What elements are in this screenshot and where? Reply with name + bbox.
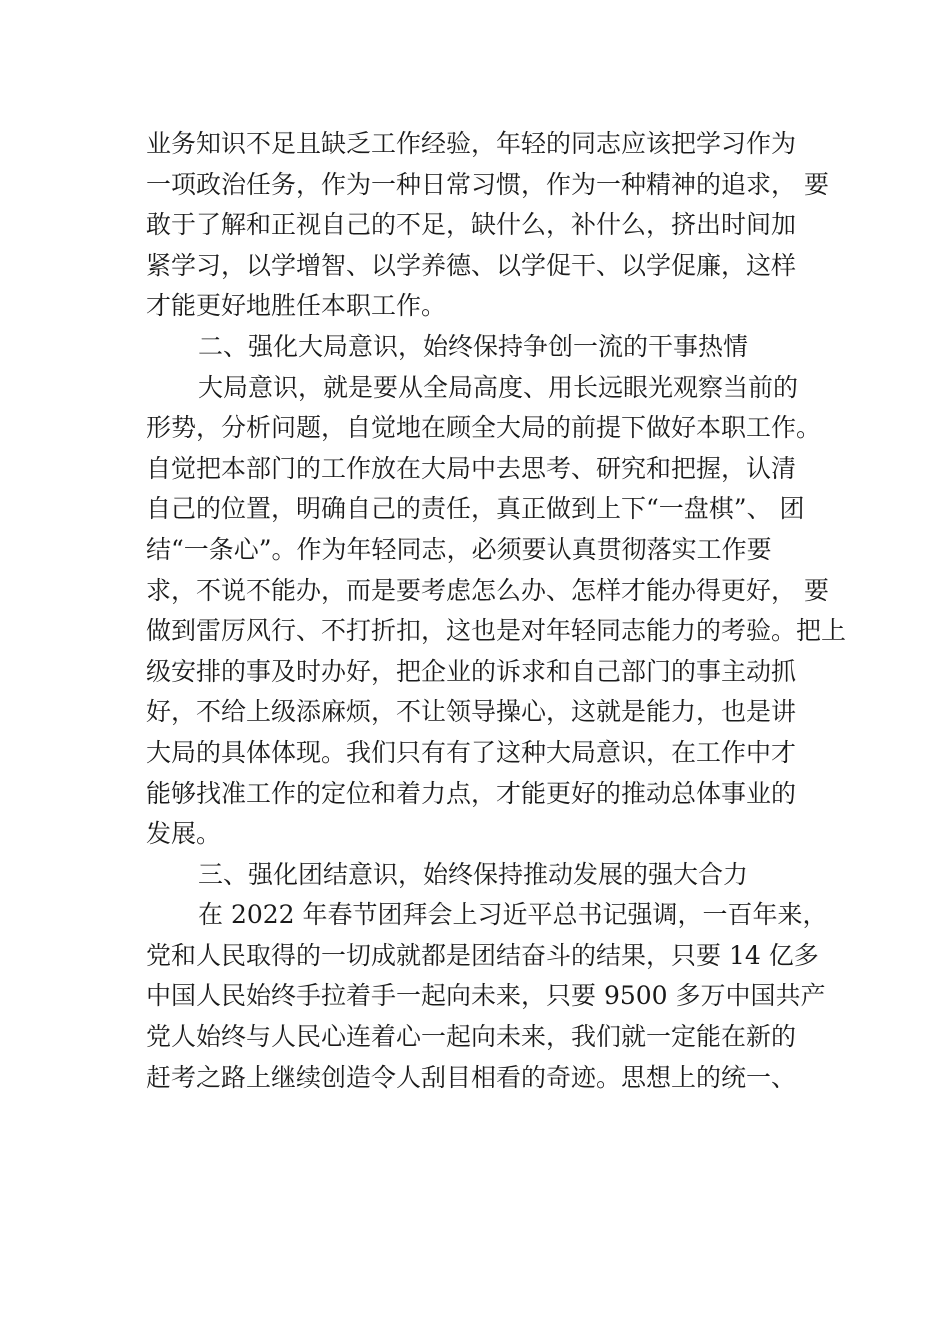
text-line: 才能更好地胜任本职工作。 xyxy=(146,291,447,321)
text-line: 紧学习，以学增智、以学养德、以学促干、以学促廉，这样 xyxy=(146,250,797,280)
text-line: 党人始终与人民心连着心一起向未来，我们就一定能在新的 xyxy=(146,1022,797,1052)
text-line: 大局的具体体现。我们只有有了这种大局意识，在工作中才 xyxy=(146,737,797,767)
text-line: 党和人民取得的一切成就都是团结奋斗的结果，只要 14 亿多 xyxy=(146,940,819,970)
text-line: 自己的位置，明确自己的责任，真正做到上下“一盘棋”、 团 xyxy=(146,494,805,524)
text-line: 一项政治任务，作为一种日常习惯，作为一种精神的追求， 要 xyxy=(146,169,829,199)
text-line: 自觉把本部门的工作放在大局中去思考、研究和把握，认清 xyxy=(146,453,797,483)
text-line: 敢于了解和正视自己的不足，缺什么，补什么，挤出时间加 xyxy=(146,210,797,240)
text-line: 好，不给上级添麻烦，不让领导操心，这就是能力，也是讲 xyxy=(146,697,797,727)
text-line: 结“一条心”。作为年轻同志，必须要认真贯彻落实工作要 xyxy=(146,534,772,564)
text-line: 求，不说不能办，而是要考虑怎么办、怎样才能办得更好， 要 xyxy=(146,575,829,605)
text-line: 能够找准工作的定位和着力点，才能更好的推动总体事业的 xyxy=(146,778,797,808)
text-line: 中国人民始终手拉着手一起向未来，只要 9500 多万中国共产 xyxy=(146,981,826,1011)
text-line: 在 2022 年春节团拜会上习近平总书记强调，一百年来， xyxy=(198,900,828,930)
section-heading-3: 三、强化团结意识，始终保持推动发展的强大合力 xyxy=(198,859,749,889)
text-line: 级安排的事及时办好，把企业的诉求和自己部门的事主动抓 xyxy=(146,656,797,686)
section-heading-2: 二、强化大局意识，始终保持争创一流的干事热情 xyxy=(198,331,749,361)
text-line: 形势，分析问题，自觉地在顾全大局的前提下做好本职工作。 xyxy=(146,413,822,443)
text-line: 大局意识，就是要从全局高度、用长远眼光观察当前的 xyxy=(198,372,799,402)
text-line: 做到雷厉风行、不打折扣，这也是对年轻同志能力的考验。把上 xyxy=(146,616,847,646)
text-line: 业务知识不足且缺乏工作经验，年轻的同志应该把学习作为 xyxy=(146,129,797,158)
document-body xyxy=(146,124,847,1098)
text-line: 赶考之路上继续创造令人刮目相看的奇迹。思想上的统一、 xyxy=(146,1062,797,1092)
text-line: 发展。 xyxy=(146,819,222,849)
